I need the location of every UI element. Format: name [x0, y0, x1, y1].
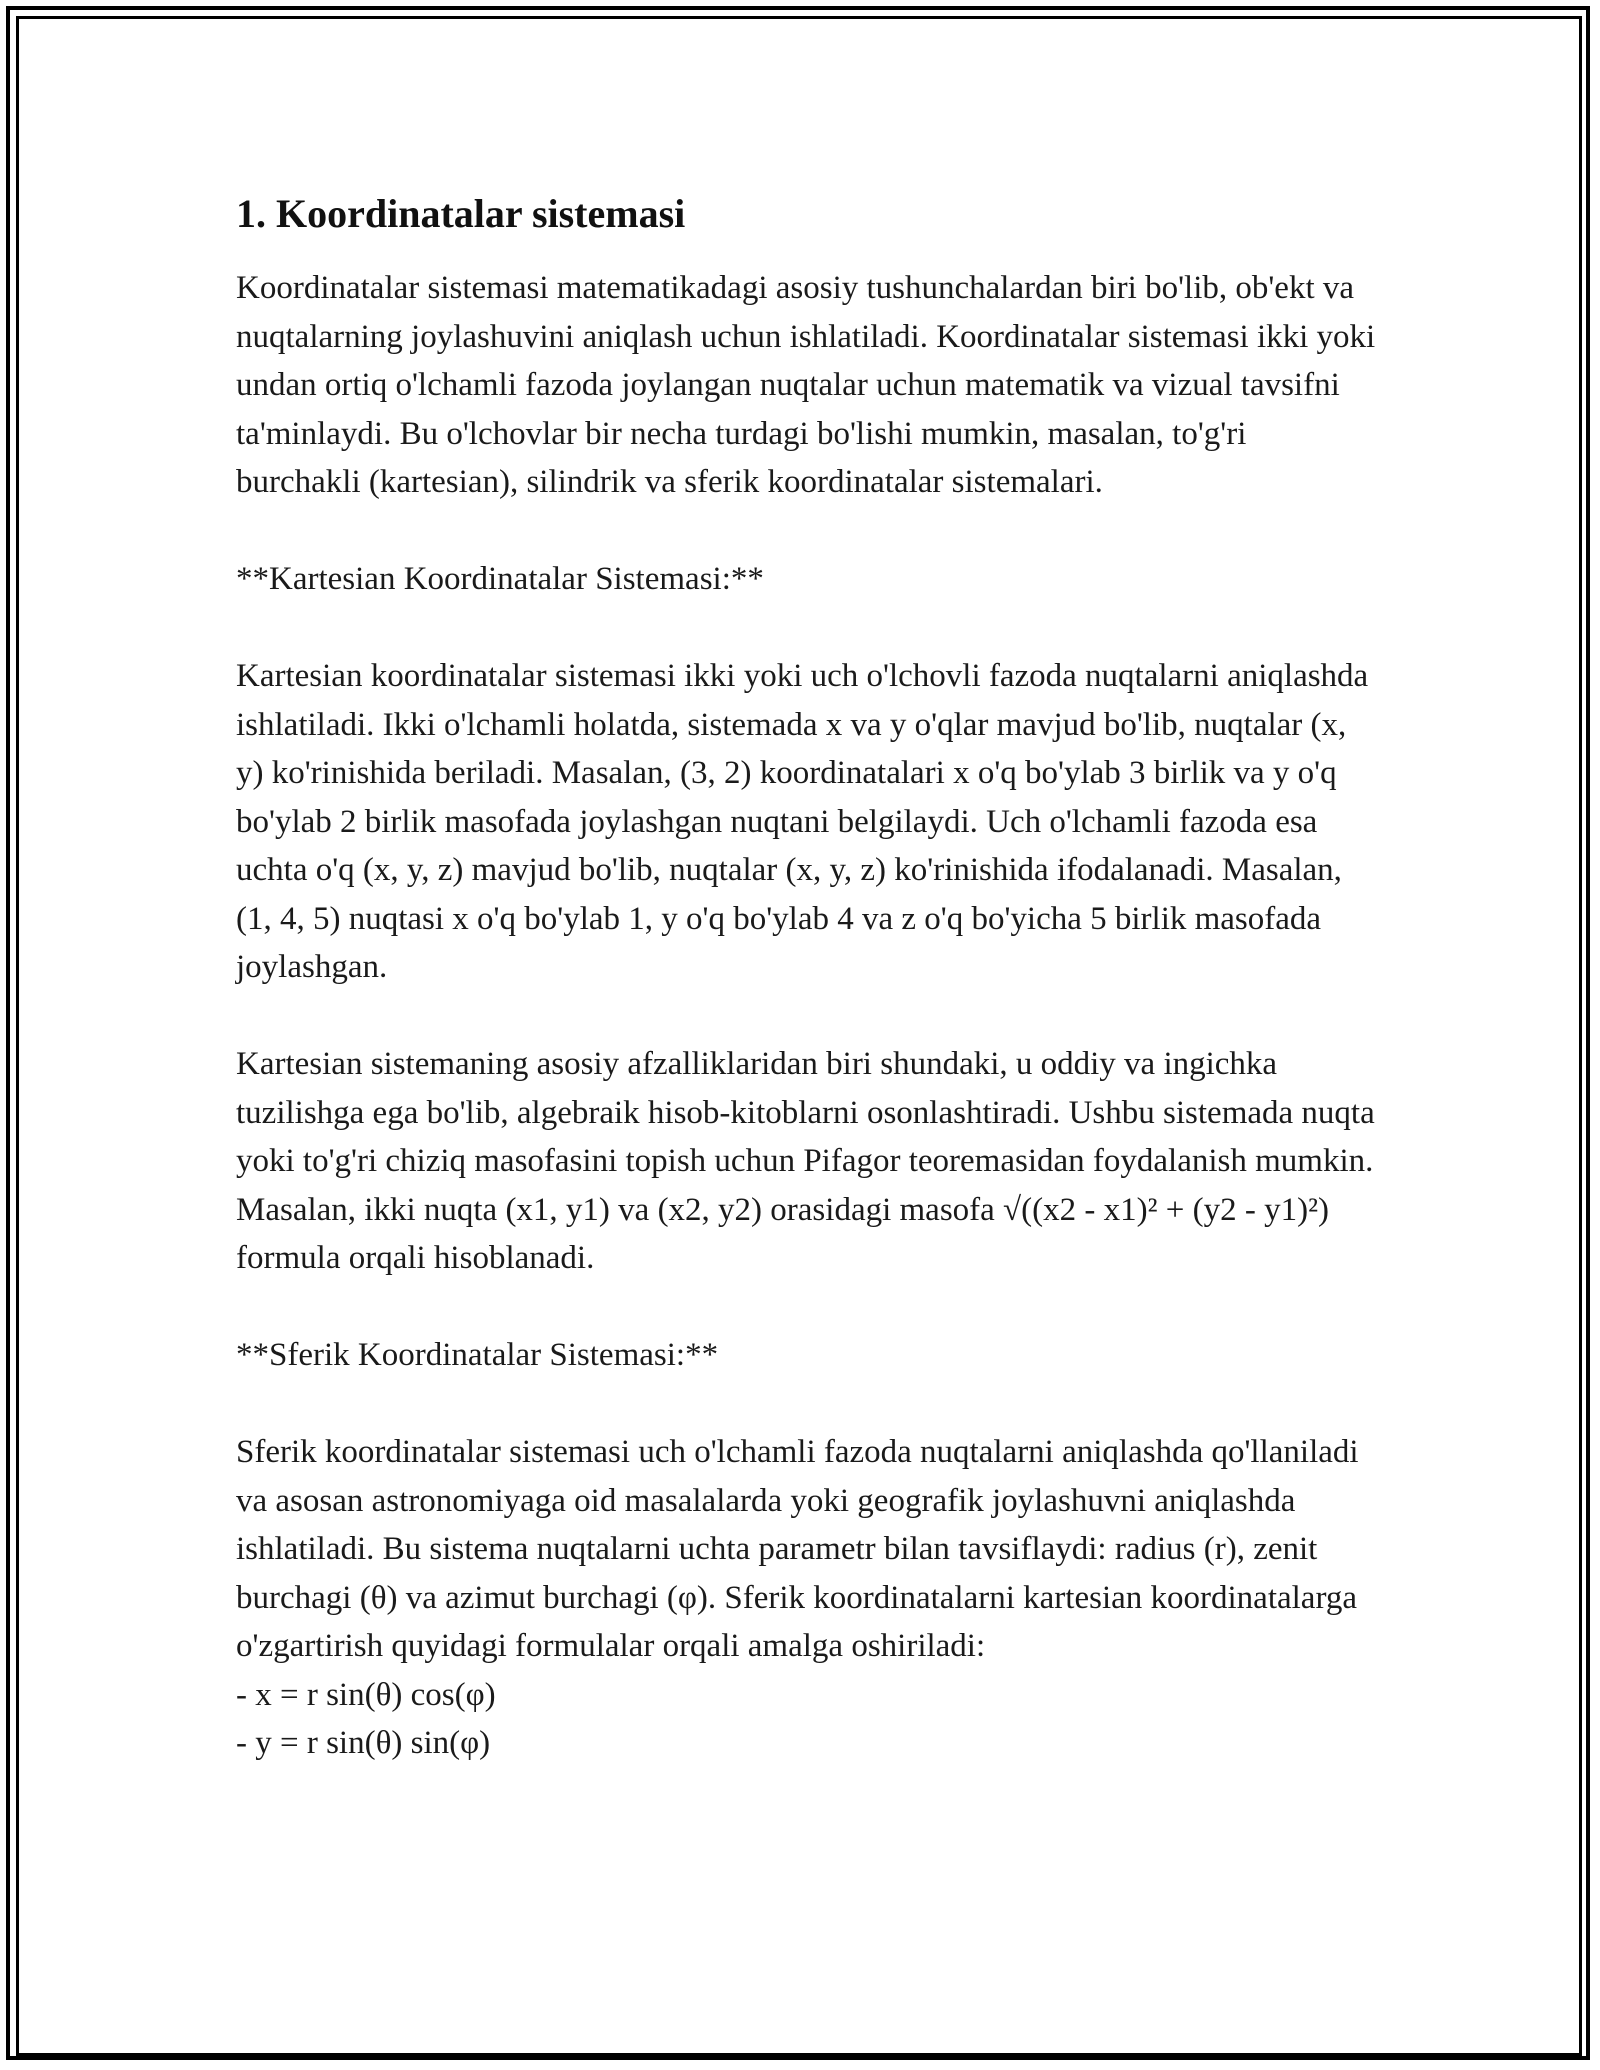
- document-body: [236, 186, 1376, 1768]
- intro-paragraph: Koordinatalar sistemasi matematikadagi asosiy tushunchalardan biri bo'lib, ob'ekt va nuqtalarning joylashuvini aniqlash uchun ishlatiladi. Koordinatalar sistemasi ikki yoki undan ortiq o'lchamli fazoda joylangan nuqtalar uchun matematik va vizual tavsifni ta'minlaydi. Bu o'lchovlar bir necha turdagi bo'lishi mumkin, masalan, to'g'ri burchakli (kartesian), silindrik va sferik koordinatalar sistemalari.: [236, 270, 1376, 500]
- formula-y: - y = r sin(θ) sin(φ): [236, 1725, 491, 1761]
- paragraph-spacer: [236, 992, 1376, 1041]
- spherical-heading: **Sferik Koordinatalar Sistemasi:**: [236, 1337, 719, 1373]
- cartesian-heading: **Kartesian Koordinatalar Sistemasi:**: [236, 561, 764, 597]
- cartesian-paragraph-2: Kartesian sistemaning asosiy afzalliklaridan biri shundaki, u oddiy va ingichka tuzilishga ega bo'lib, algebraik hisob-kitoblarni osonlashtiradi. Ushbu sistemada nuqta yoki to'g'ri chiziq masofasini topish uchun Pifagor teoremasidan foydalanish mumkin. Masalan, ikki nuqta (x1, y1) va (x2, y2) orasidagi masofa √((x2 - x1)² + (y2 - y1)²) formula orqali hisoblanadi.: [236, 1046, 1375, 1276]
- formula-x: - x = r sin(θ) cos(φ): [236, 1676, 496, 1713]
- paragraph-spacer: [236, 1380, 1376, 1429]
- page-title: 1. Koordinatalar sistemasi: [236, 191, 686, 236]
- paragraph-spacer: [236, 604, 1376, 653]
- paragraph-spacer: [236, 507, 1376, 556]
- cartesian-paragraph-1: Kartesian koordinatalar sistemasi ikki yoki uch o'lchovli fazoda nuqtalarni aniqlashda ishlatiladi. Ikki o'lchamli holatda, sistemada x va y o'qlar mavjud bo'lib, nuqtalar (x, y) ko'rinishida beriladi. Masalan, (3, 2) koordinatalari x o'q bo'ylab 3 birlik va y o'q bo'ylab 2 birlik masofada joylashgan nuqtani belgilaydi. Uch o'lchamli fazoda esa uchta o'q (x, y, z) mavjud bo'lib, nuqtalar (x, y, z) ko'rinishida ifodalanadi. Masalan, (1, 4, 5) nuqtasi x o'q bo'ylab 1, y o'q bo'ylab 4 va z o'q bo'yicha 5 birlik masofada joylashgan.: [236, 658, 1369, 985]
- spherical-paragraph: Sferik koordinatalar sistemasi uch o'lchamli fazoda nuqtalarni aniqlashda qo'llaniladi va asosan astronomiyaga oid masalalarda yoki geografik joylashuvni aniqlashda ishlatiladi. Bu sistema nuqtalarni uchta parametr bilan tavsiflaydi: radius (r), zenit burchagi (θ) va azimut burchagi (φ). Sferik koordinatalarni kartesian koordinatalarga o'zgartirish quyidagi formulalar orqali amalga oshiriladi:: [236, 1434, 1359, 1664]
- paragraph-spacer: [236, 1283, 1376, 1332]
